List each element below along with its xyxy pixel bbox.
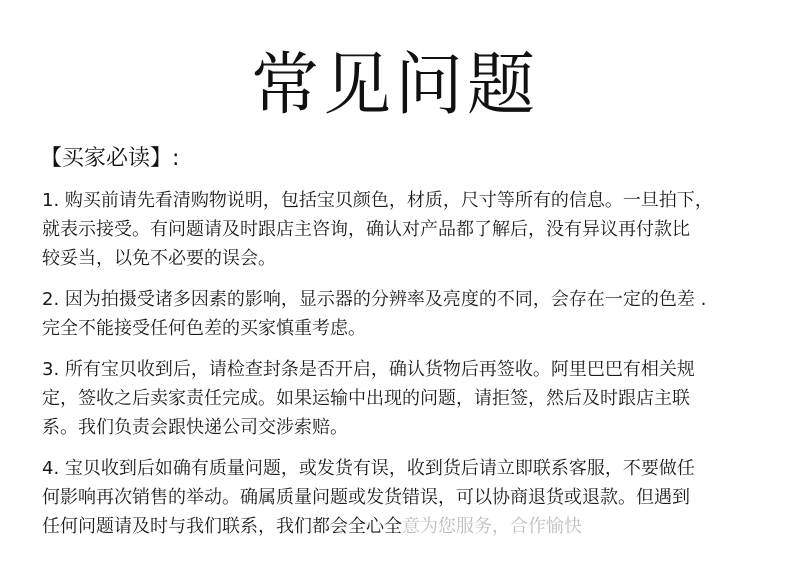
faq-item-2-line-2: 完全不能接受任何色差的买家慎重考虑。 [42,318,366,339]
faq-item-4-line-3-faded: 意为您服务，合作愉快 [402,516,582,537]
faq-item-3-line-1: 3. 所有宝贝收到后，请检查封条是否开启，确认货物后再签收。阿里巴巴有相关规 [42,359,695,380]
faq-list [42,186,747,553]
faq-item-3-line-3: 系。我们负责会跟快递公司交涉索赔。 [42,417,348,438]
faq-item-3 [42,355,747,442]
buyer-notice-heading: 【买家必读】: [40,146,180,171]
faq-item-4-line-3-main: 任何问题请及时与我们联系，我们都会全心全 [42,516,402,537]
page-title: 常见问题 [250,46,539,125]
faq-item-1-line-1: 1. 购买前请先看清购物说明，包括宝贝颜色，材质，尺寸等所有的信息。一旦拍下， [42,190,713,211]
faq-item-1-line-3: 较妥当，以免不必要的误会。 [42,248,276,269]
faq-item-1-line-2: 就表示接受。有问题请及时跟店主咨询，确认对产品都了解后，没有异议再付款比 [42,219,690,240]
faq-item-4-line-3 [42,512,747,541]
faq-item-1 [42,186,747,273]
faq-item-2 [42,285,747,343]
faq-item-2-line-1: 2. 因为拍摄受诸多因素的影响，显示器的分辨率及亮度的不同，会存在一定的色差 . [42,289,707,310]
faq-item-3-line-2: 定，签收之后卖家责任完成。如果运输中出现的问题，请拒签，然后及时跟店主联 [42,388,690,409]
faq-item-4-line-1: 4. 宝贝收到后如确有质量问题，或发货有误，收到货后请立即联系客服，不要做任 [42,458,695,479]
faq-item-4 [42,454,747,541]
faq-item-4-line-2: 何影响再次销售的举动。确属质量问题或发货错误，可以协商退货或退款。但遇到 [42,487,690,508]
